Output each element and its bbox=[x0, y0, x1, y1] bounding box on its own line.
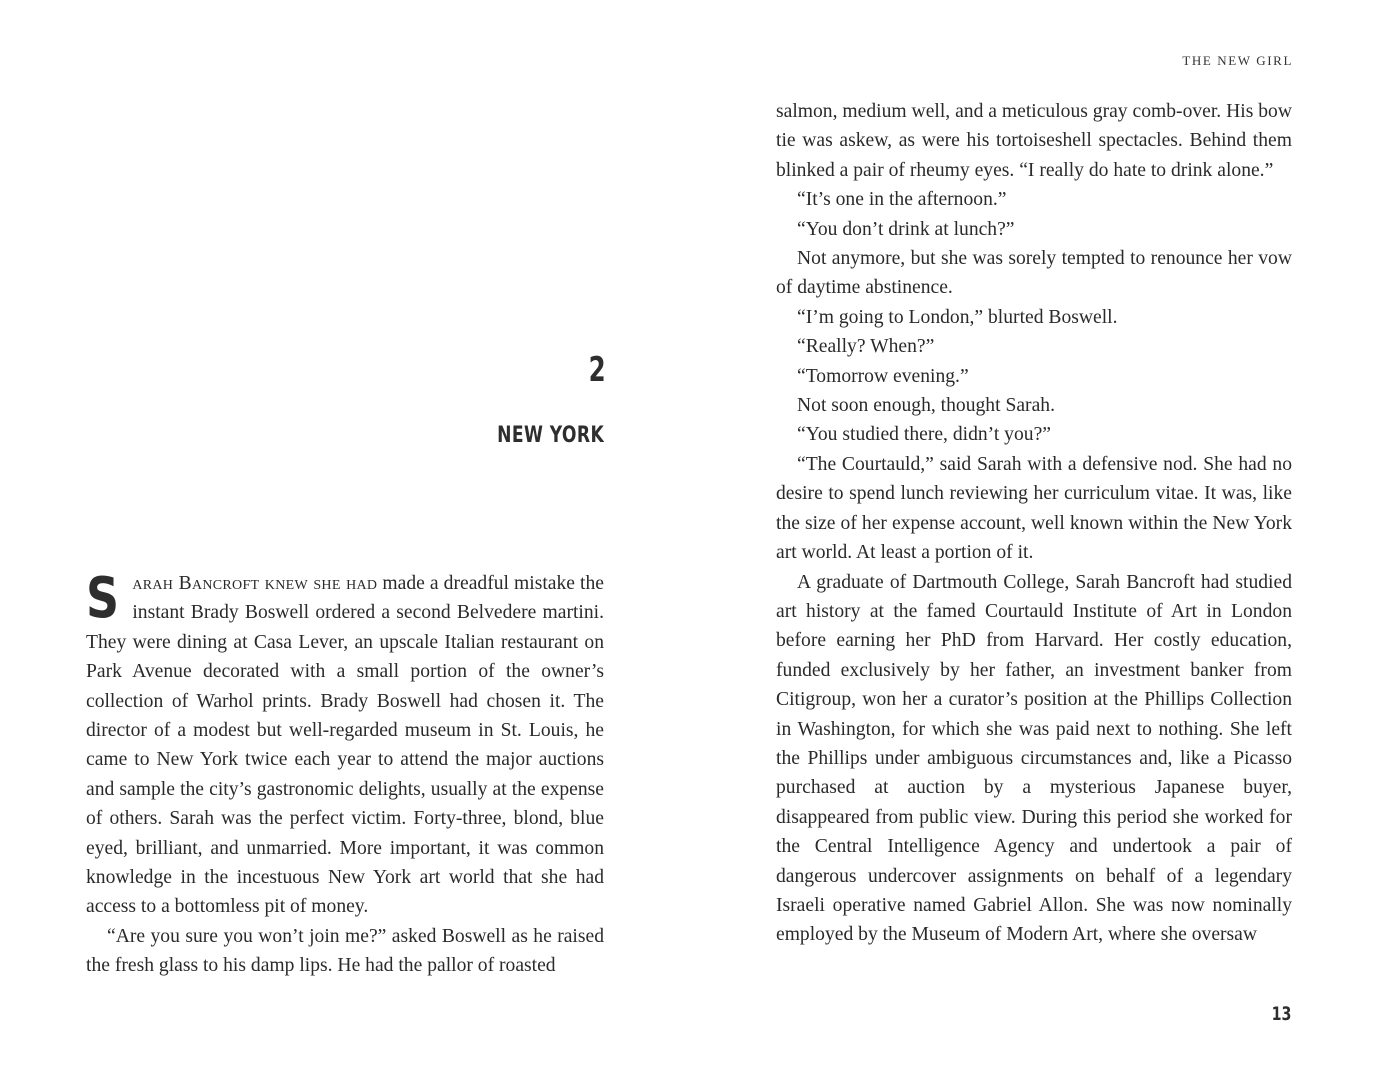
paragraph: Not anymore, but she was sorely tempted to renounce her vow of daytime abstinence. bbox=[776, 248, 1292, 299]
paragraph: “The Courtauld,” said Sarah with a defensive nod. She had no desire to spend lunch reviewing her curriculum vitae. It was, like the size of her expense account, well known within the New York art world. At least a portion of it. bbox=[776, 453, 1292, 564]
left-page bbox=[0, 0, 696, 1080]
running-head: THE NEW GIRL bbox=[1182, 53, 1293, 68]
chapter-title: NEW YORK bbox=[496, 423, 604, 448]
page-number: 13 bbox=[1271, 1003, 1291, 1025]
paragraph: “You studied there, didn’t you?” bbox=[797, 424, 1051, 446]
paragraph: “It’s one in the afternoon.” bbox=[797, 189, 1007, 211]
paragraph: A graduate of Dartmouth College, Sarah Bancroft had studied art history at the famed Courtauld Institute of Art in London before earning her PhD from Harvard. Her costly education, funded exclusively by her father, an investment banker from Citigroup, won her a curator’s position at the Phillips Collection in Washington, for which she was paid next to nothing. She left the Phillips under ambiguous circumstances and, like a Picasso purchased at auction by a mysterious Japanese buyer, disappeared from public view. During this period she worked for the Central Intelligence Agency and undertook a pair of dangerous undercover assignments on behalf of a legendary Israeli operative named Gabriel Allon. She was now nominally employed by the Museum of Modern Art, where she oversaw bbox=[776, 571, 1292, 946]
paragraph: “Are you sure you won’t join me?” asked Boswell as he raised the fresh glass to his damp lips. He had the pallor of roasted bbox=[86, 925, 604, 977]
paragraph: “Tomorrow evening.” bbox=[797, 365, 969, 387]
opening-paragraph-text: made a dreadful mistake the instant Brady Boswell ordered a second Belvedere martini. They were dining at Casa Lever, an upscale Italian restaurant on Park Avenue decorated with a small portion of the owner’s collection of Warhol prints. Brady Boswell had chosen it. The director of a modest but well-regarded museum in St. Louis, he came to New York twice each year to attend the major auctions and sample the city’s gastronomic delights, usually at the expense of others. Sarah was the perfect victim. Forty-three, blond, blue eyed, brilliant, and unmarried. More important, it was common knowledge in the incestuous New York art world that she had access to a bottomless pit of money. bbox=[86, 573, 604, 918]
paragraph-continued: salmon, medium well, and a meticulous gray comb-over. His bow tie was askew, as were his tortoiseshell spectacles. Behind them blinked a pair of rheumy eyes. “I really do hate to drink alone.” bbox=[776, 101, 1292, 181]
paragraph: “I’m going to London,” blurted Boswell. bbox=[797, 306, 1118, 328]
paragraph: Not soon enough, thought Sarah. bbox=[797, 395, 1055, 417]
lead-in: arah Bancroft knew she had bbox=[132, 573, 378, 594]
chapter-number: 2 bbox=[588, 350, 606, 390]
opening-paragraph bbox=[86, 566, 604, 922]
left-body-text bbox=[86, 566, 604, 981]
paragraph: “You don’t drink at lunch?” bbox=[797, 218, 1015, 240]
drop-cap: S bbox=[86, 566, 120, 631]
paragraph: “Really? When?” bbox=[797, 336, 935, 358]
right-page bbox=[696, 0, 1393, 1080]
right-body-text bbox=[776, 97, 1292, 950]
